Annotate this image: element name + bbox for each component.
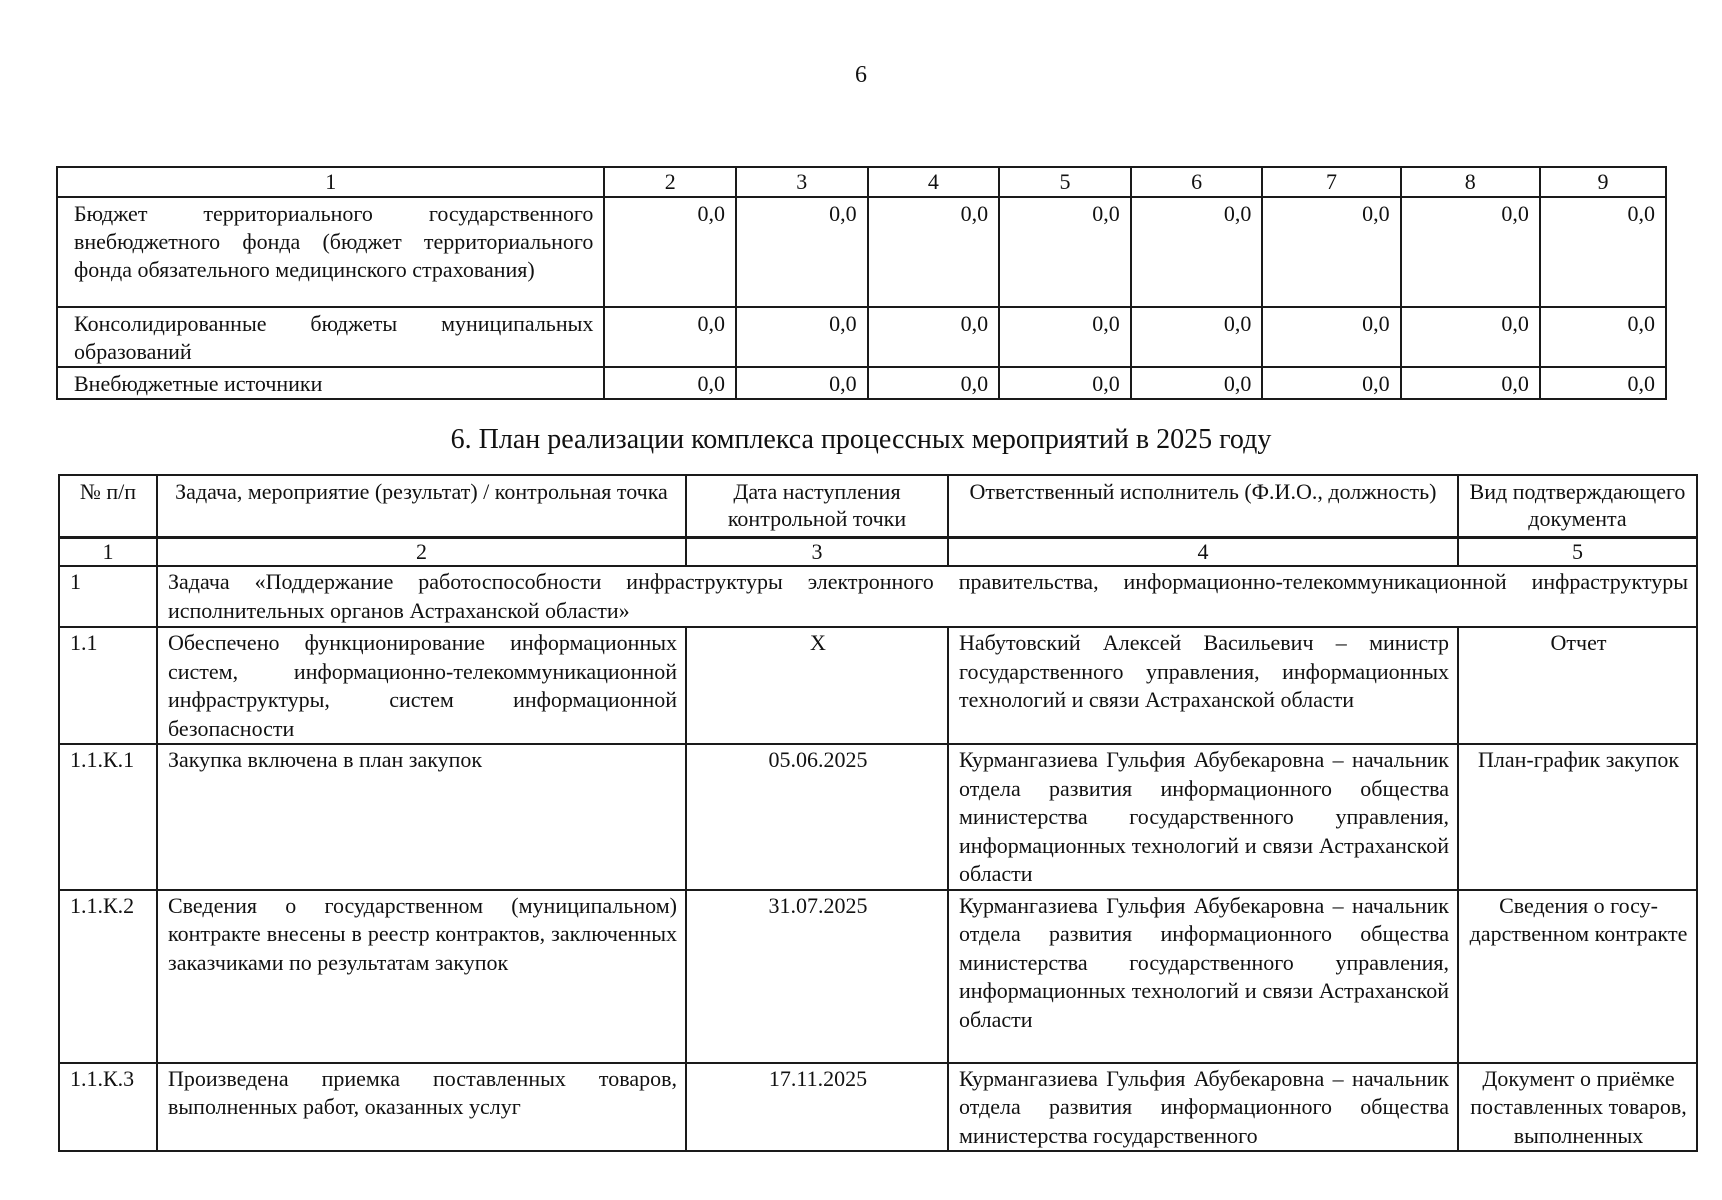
plan-row-1-1-k-1 [59, 744, 1697, 890]
plan-header-document: Вид подтверждающего документа [1458, 475, 1697, 538]
budget-value: 0,0 [999, 197, 1131, 307]
plan-index-cell: 1 [59, 538, 157, 567]
budget-value: 0,0 [736, 197, 868, 307]
budget-value: 0,0 [1262, 367, 1400, 399]
budget-value: 0,0 [1262, 307, 1400, 367]
row-number: 1.1 [59, 627, 157, 744]
budget-table [56, 166, 1667, 400]
row-document: План-график закупок [1458, 744, 1697, 890]
row-document: Сведения о государственном контракте [1458, 890, 1697, 1063]
page-number: 6 [855, 62, 867, 88]
row-date: 17.11.2025 [686, 1063, 948, 1152]
budget-col-header: 4 [868, 167, 1000, 197]
budget-value: 0,0 [1401, 307, 1540, 367]
plan-table [58, 474, 1698, 1152]
budget-row-label: Бюджет территориального государственного внебюджетного фонда (бюджет территориального фонда обязательного медицинского страхования) [57, 197, 604, 307]
plan-index-cell: 2 [157, 538, 686, 567]
budget-value: 0,0 [604, 307, 736, 367]
row-responsible: Курмангазиева Гульфия Абубекаровна – начальник отдела развития информационного общества министерства государственного [948, 1063, 1458, 1152]
row-number: 1.1.К.1 [59, 744, 157, 890]
plan-header-responsible: Ответственный исполнитель (Ф.И.О., должность) [948, 475, 1458, 538]
row-date: 31.07.2025 [686, 890, 948, 1063]
budget-value: 0,0 [1262, 197, 1400, 307]
budget-col-header: 8 [1401, 167, 1540, 197]
plan-index-cell: 4 [948, 538, 1458, 567]
row-number: 1.1.К.3 [59, 1063, 157, 1152]
budget-row-tfoms [57, 197, 1666, 307]
budget-value: 0,0 [999, 367, 1131, 399]
budget-col-header: 6 [1131, 167, 1263, 197]
row-item: Сведения о государственном (муниципальном) контракте внесены в реестр контрактов, заключенных заказчиками по результатам закупок [157, 890, 686, 1063]
row-document: Документ о приёмке поставленных товаров, выполненных [1458, 1063, 1697, 1152]
budget-col-header: 2 [604, 167, 736, 197]
budget-value: 0,0 [1131, 367, 1263, 399]
plan-task-row [59, 566, 1697, 627]
budget-col-header: 3 [736, 167, 868, 197]
budget-value: 0,0 [604, 367, 736, 399]
budget-row-label: Консолидированные бюджеты муниципальных образований [57, 307, 604, 367]
budget-value: 0,0 [868, 307, 1000, 367]
budget-value: 0,0 [868, 197, 1000, 307]
budget-col-header: 1 [57, 167, 604, 197]
row-date: X [686, 627, 948, 744]
budget-value: 0,0 [1401, 367, 1540, 399]
row-item: Обеспечено функционирование информационных систем, информационно-телекоммуникационной инфраструктуры, систем информационной безопасности [157, 627, 686, 744]
budget-value: 0,0 [1540, 367, 1666, 399]
row-date: 05.06.2025 [686, 744, 948, 890]
plan-index-cell: 3 [686, 538, 948, 567]
budget-value: 0,0 [1401, 197, 1540, 307]
budget-value: 0,0 [999, 307, 1131, 367]
budget-value: 0,0 [1131, 307, 1263, 367]
budget-value: 0,0 [868, 367, 1000, 399]
budget-row-municipal [57, 307, 1666, 367]
row-responsible: Набутовский Алексей Васильевич – министр государственного управления, информационных технологий и связи Астраханской области [948, 627, 1458, 744]
budget-value: 0,0 [1540, 197, 1666, 307]
budget-value: 0,0 [1131, 197, 1263, 307]
budget-value: 0,0 [736, 307, 868, 367]
plan-row-1-1-k-3 [59, 1063, 1697, 1152]
budget-value: 0,0 [604, 197, 736, 307]
budget-row-extrabudget [57, 367, 1666, 399]
budget-value: 0,0 [736, 367, 868, 399]
plan-header-item: Задача, мероприятие (результат) / контрольная точка [157, 475, 686, 538]
plan-row-1-1 [59, 627, 1697, 744]
row-item: Произведена приемка поставленных товаров, выполненных работ, оказанных услуг [157, 1063, 686, 1152]
budget-col-header: 9 [1540, 167, 1666, 197]
row-number: 1.1.К.2 [59, 890, 157, 1063]
row-document: Отчет [1458, 627, 1697, 744]
budget-col-header: 5 [999, 167, 1131, 197]
budget-row-label: Внебюджетные источники [57, 367, 604, 399]
plan-header-row [59, 475, 1697, 538]
task-number: 1 [59, 566, 157, 627]
plan-index-row [59, 538, 1697, 567]
plan-row-1-1-k-2 [59, 890, 1697, 1063]
row-responsible: Курмангазиева Гульфия Абубекаровна – начальник отдела развития информационного общества министерства государственного управления, информационных технологий и связи Астраханской области [948, 744, 1458, 890]
plan-header-number: № п/п [59, 475, 157, 538]
plan-index-cell: 5 [1458, 538, 1697, 567]
task-text: Задача «Поддержание работоспособности инфраструктуры электронного правительства, информационно-телекоммуникационной инфраструктуры исполнительных органов Астраханской области» [157, 566, 1697, 627]
row-item: Закупка включена в план закупок [157, 744, 686, 890]
budget-value: 0,0 [1540, 307, 1666, 367]
plan-header-date: Дата наступления контрольной точки [686, 475, 948, 538]
budget-header-row [57, 167, 1666, 197]
budget-col-header: 7 [1262, 167, 1400, 197]
row-responsible: Курмангазиева Гульфия Абубекаровна – начальник отдела развития информационного общества министерства государственного управления, информационных технологий и связи Астраханской области [948, 890, 1458, 1063]
section-title: 6. План реализации комплекса процессных мероприятий в 2025 году [450, 424, 1272, 455]
